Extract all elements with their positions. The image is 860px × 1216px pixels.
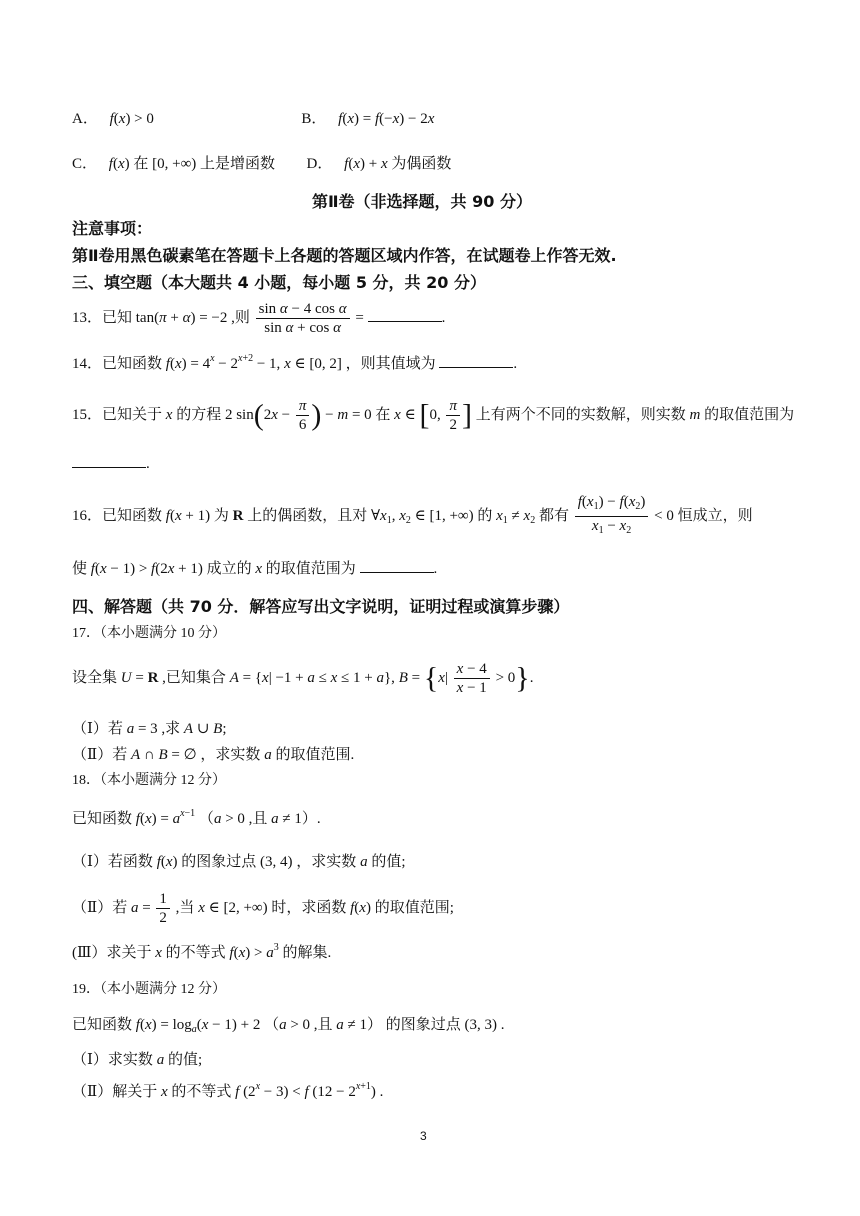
q13-then: ,则 [231, 309, 250, 326]
q16-text5: 恒成立，则 [677, 507, 753, 524]
option-d-text: 为偶函数 [391, 156, 452, 172]
q18-label: 18．（本小题满分 12 分） [72, 773, 226, 788]
question-16: 16．已知函数 f(x + 1) 为 R 上的偶函数，且对 $\forall x_1$, $x_2$ ∈ [1, +∞) 的 $x_1 \ne x_2$ 都有 $\frac{f(x_1) - f(x_2)}{x_1 - x_2}$ < 0 恒成立，则 [72, 493, 753, 540]
option-c-text: 在 [133, 156, 149, 172]
option-c-label: C． [72, 156, 98, 172]
q15-text2: 在 [375, 406, 391, 423]
q17-p2c: 的取值范围. [275, 747, 355, 763]
q18-text1: 已知函数 [72, 811, 133, 827]
option-d-label: D． [306, 156, 333, 172]
q19-text2: 的图象过点 [385, 1017, 461, 1033]
option-b-label: B． [301, 111, 327, 127]
q17-p1: （Ⅰ）若 [72, 721, 123, 737]
notice-head: 注意事项： [72, 219, 153, 238]
q18-p1: （Ⅰ）若函数 [72, 854, 153, 870]
q18-p3: (Ⅲ）求关于 [72, 945, 152, 961]
q13-fraction: $\frac{\text{sin α − 4 cos α}}{\text{sin α + cos α}}$ [256, 300, 350, 337]
question-14: 14．已知函数 $f(x) = 4^x - 2^{x+2} - 1$, x ∈ [0, 2] ，则其值域为 . [72, 353, 518, 372]
fill-section-head: 三、填空题（本大题共 4 小题，每小题 5 分，共 20 分） [72, 273, 486, 292]
question-13: 13．已知 tan(π + α) = −2 ,则 $\frac{\text{sin α − 4 cos α}}{\text{sin α + cos α}}$ = . [72, 301, 446, 336]
q17-label: 17．（本小题满分 10 分） [72, 626, 226, 641]
q14-answer-blank [439, 355, 513, 368]
q14-label: 14．已知函数 [72, 356, 163, 372]
q18-p2d: 的取值范围; [374, 899, 454, 916]
option-ab: A． f(x) > 0 B． f(x) = f(−x) − 2x [72, 111, 435, 127]
q17-stem: 设全集 U = R ,已知集合 A = {x| −1 + a ≤ x ≤ 1 + a}, B = {x| $\frac{x - 4}{x - 1}$ > 0}. [72, 661, 534, 696]
solve-section-head: 四、解答题（共 70 分．解答应写出文字说明，证明过程或演算步骤） [72, 597, 570, 616]
q16-l2b: 成立的 [206, 561, 252, 577]
q19-label: 19．（本小题满分 12 分） [72, 982, 226, 997]
q16-fraction: $\frac{f(x_1) - f(x_2)}{x_1 - x_2}$ [575, 493, 649, 540]
q13-answer-blank [368, 309, 442, 322]
q15-blank-line: . [72, 455, 150, 473]
q15-text4: 的取值范围为 [704, 406, 795, 423]
q17-part2: （Ⅱ）若 A ∩ B = ∅ ，求实数 a 的取值范围. [72, 747, 355, 763]
option-a-label: A． [72, 111, 98, 127]
q18-part1: （Ⅰ）若函数 f(x) 的图象过点 (3, 4) ，求实数 a 的值; [72, 854, 406, 870]
q19-p1b: 的值; [167, 1052, 203, 1068]
q16-text4: 都有 [538, 507, 569, 524]
q17-part1: （Ⅰ）若 a = 3 ,求 A ∪ B; [72, 721, 227, 737]
q18-stem: 已知函数 $f(x) = a^{x-1}$ （a > 0 ,且 a ≠ 1）. [72, 808, 321, 827]
q18-p2c: 时，求函数 [271, 899, 347, 916]
option-cd: C． f(x) 在 [0, +∞) 上是增函数 D． f(x) + x 为偶函数 [72, 156, 452, 172]
q17-text1: 设全集 [72, 669, 118, 686]
question-15: 15．已知关于 x 的方程 2 sin(2x − $\frac{\pi}{6}$ ) − m = 0 在 x ∈ [0, $\frac{\pi}{2}$ ] 上有两个不同的实数解，则实数 m 的取值范围为 [72, 398, 795, 433]
q13-label: 13．已知 [72, 309, 133, 326]
q14-text: ，则其值域为 [345, 356, 436, 372]
q18-p3c: 的解集. [282, 945, 332, 961]
question-16-line2: 使 f(x − 1) > f(2x + 1) 成立的 x 的取值范围为 . [72, 561, 438, 577]
q19-part2: （Ⅱ）解关于 x 的不等式 f $(2^x - 3) < f$ $(12 - 2^{x+1})$ . [72, 1081, 384, 1100]
q16-text2: 上的偶函数，且对 [247, 507, 368, 524]
q19-p1: （Ⅰ）求实数 [72, 1052, 153, 1068]
q15-label: 15．已知关于 [72, 406, 163, 423]
q15-text1: 的方程 [176, 406, 222, 423]
q19-p2b: 的不等式 [171, 1084, 232, 1100]
q18-p2b: ,当 [175, 899, 195, 916]
q18-p1c: ，求实数 [296, 854, 357, 870]
q17-p2b: ，求实数 [200, 747, 261, 763]
q19-stem: 已知函数 $f(x) = \log_a(x - 1) + 2$ （a > 0 ,且 a ≠ 1） 的图象过点 (3, 3) . [72, 1017, 505, 1035]
section2-title: 第Ⅱ卷（非选择题，共 90 分） [312, 192, 532, 211]
q16-text1: 为 [213, 507, 229, 524]
q17-p2: （Ⅱ）若 [72, 747, 128, 763]
q17-p1b: ,求 [161, 721, 181, 737]
q16-label: 16．已知函数 [72, 507, 163, 524]
q19-text1: 已知函数 [72, 1017, 133, 1033]
q17-text2: ,已知集合 [162, 669, 226, 686]
q15-text3: 上有两个不同的实数解，则实数 [475, 406, 686, 423]
q16-l2a: 使 [72, 561, 88, 577]
page-number: 3 [420, 1129, 427, 1143]
q19-part1: （Ⅰ）求实数 a 的值; [72, 1052, 203, 1068]
q19-p2: （Ⅱ）解关于 [72, 1084, 158, 1100]
q18-p3b: 的不等式 [165, 945, 226, 961]
notice-body: 第Ⅱ卷用黑色碳素笔在答题卡上各题的答题区域内作答，在试题卷上作答无效. [72, 246, 617, 265]
q18-p2: （Ⅱ）若 [72, 899, 128, 916]
q18-part2: （Ⅱ）若 a = $\frac{1}{2}$ ,当 x ∈ [2, +∞) 时，求函数 f(x) 的取值范围; [72, 891, 454, 926]
q16-text3: 的 [477, 507, 493, 524]
q15-answer-blank [72, 455, 146, 468]
option-c-text2: 上是增函数 [200, 156, 276, 172]
q18-p1d: 的值; [371, 854, 406, 870]
q16-answer-blank [360, 560, 434, 573]
q18-part3: (Ⅲ）求关于 x 的不等式 $f(x) > a^3$ 的解集. [72, 942, 332, 961]
q16-l2c: 的取值范围为 [265, 561, 356, 577]
q18-p1b: 的图象过点 [181, 854, 257, 870]
